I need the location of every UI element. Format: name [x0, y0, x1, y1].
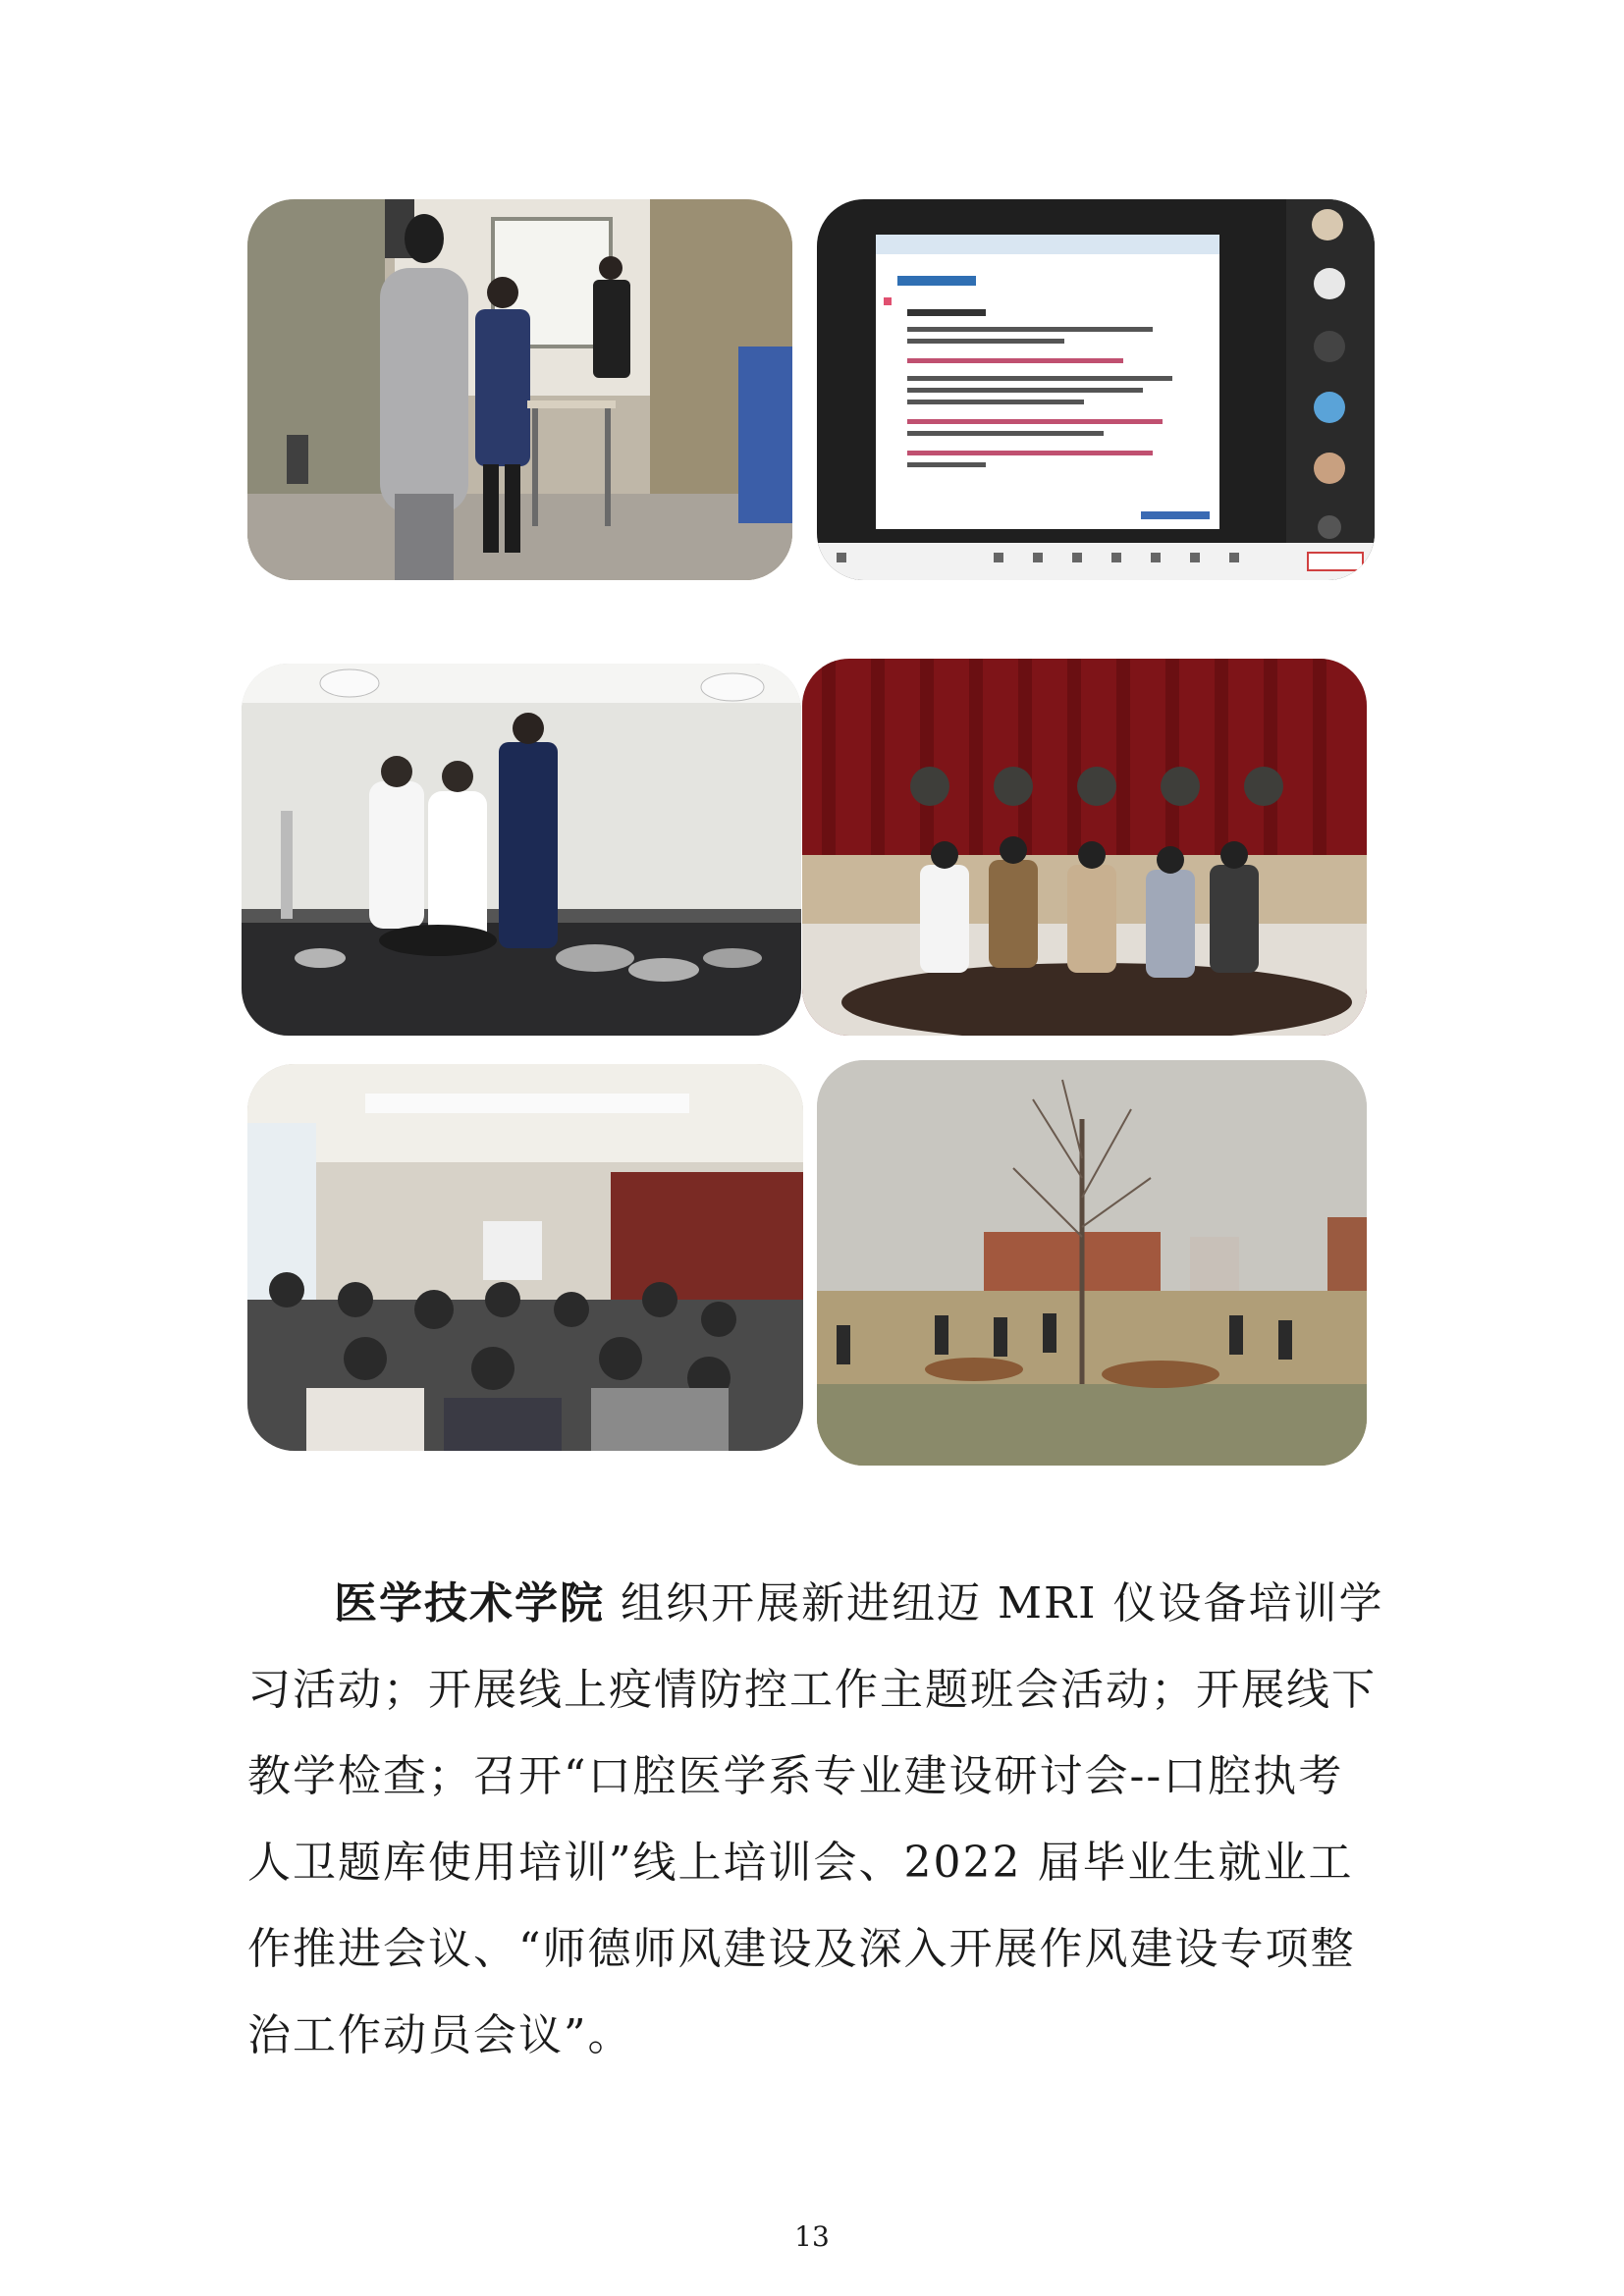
body-paragraph: [247, 1561, 1386, 2079]
classroom-meeting-photo: [247, 1064, 803, 1451]
exhibition-group-photo: [802, 659, 1367, 1036]
lead-gap: [605, 1578, 621, 1629]
lab-cooking-photo: [242, 664, 801, 1036]
lead-title: 医学技术学院: [334, 1578, 605, 1629]
online-class-screenshot-photo: [817, 199, 1375, 580]
tree-planting-photo: [817, 1060, 1367, 1466]
page-number: 13: [794, 2220, 830, 2253]
body-text: 组织开展新进纽迈 MRI 仪设备培训学习活动；开展线上疫情防控工作主题班会活动；开展线下教学检查；召开“口腔医学系专业建设研讨会--口腔执考人卫题库使用培训”线上培训会、2022 届毕业生就业工作推进会议、“师德师风建设及深入开展作风建设专项整治工作动员会议”。: [247, 1578, 1384, 2060]
dormitory-inspection-photo: [247, 199, 792, 580]
